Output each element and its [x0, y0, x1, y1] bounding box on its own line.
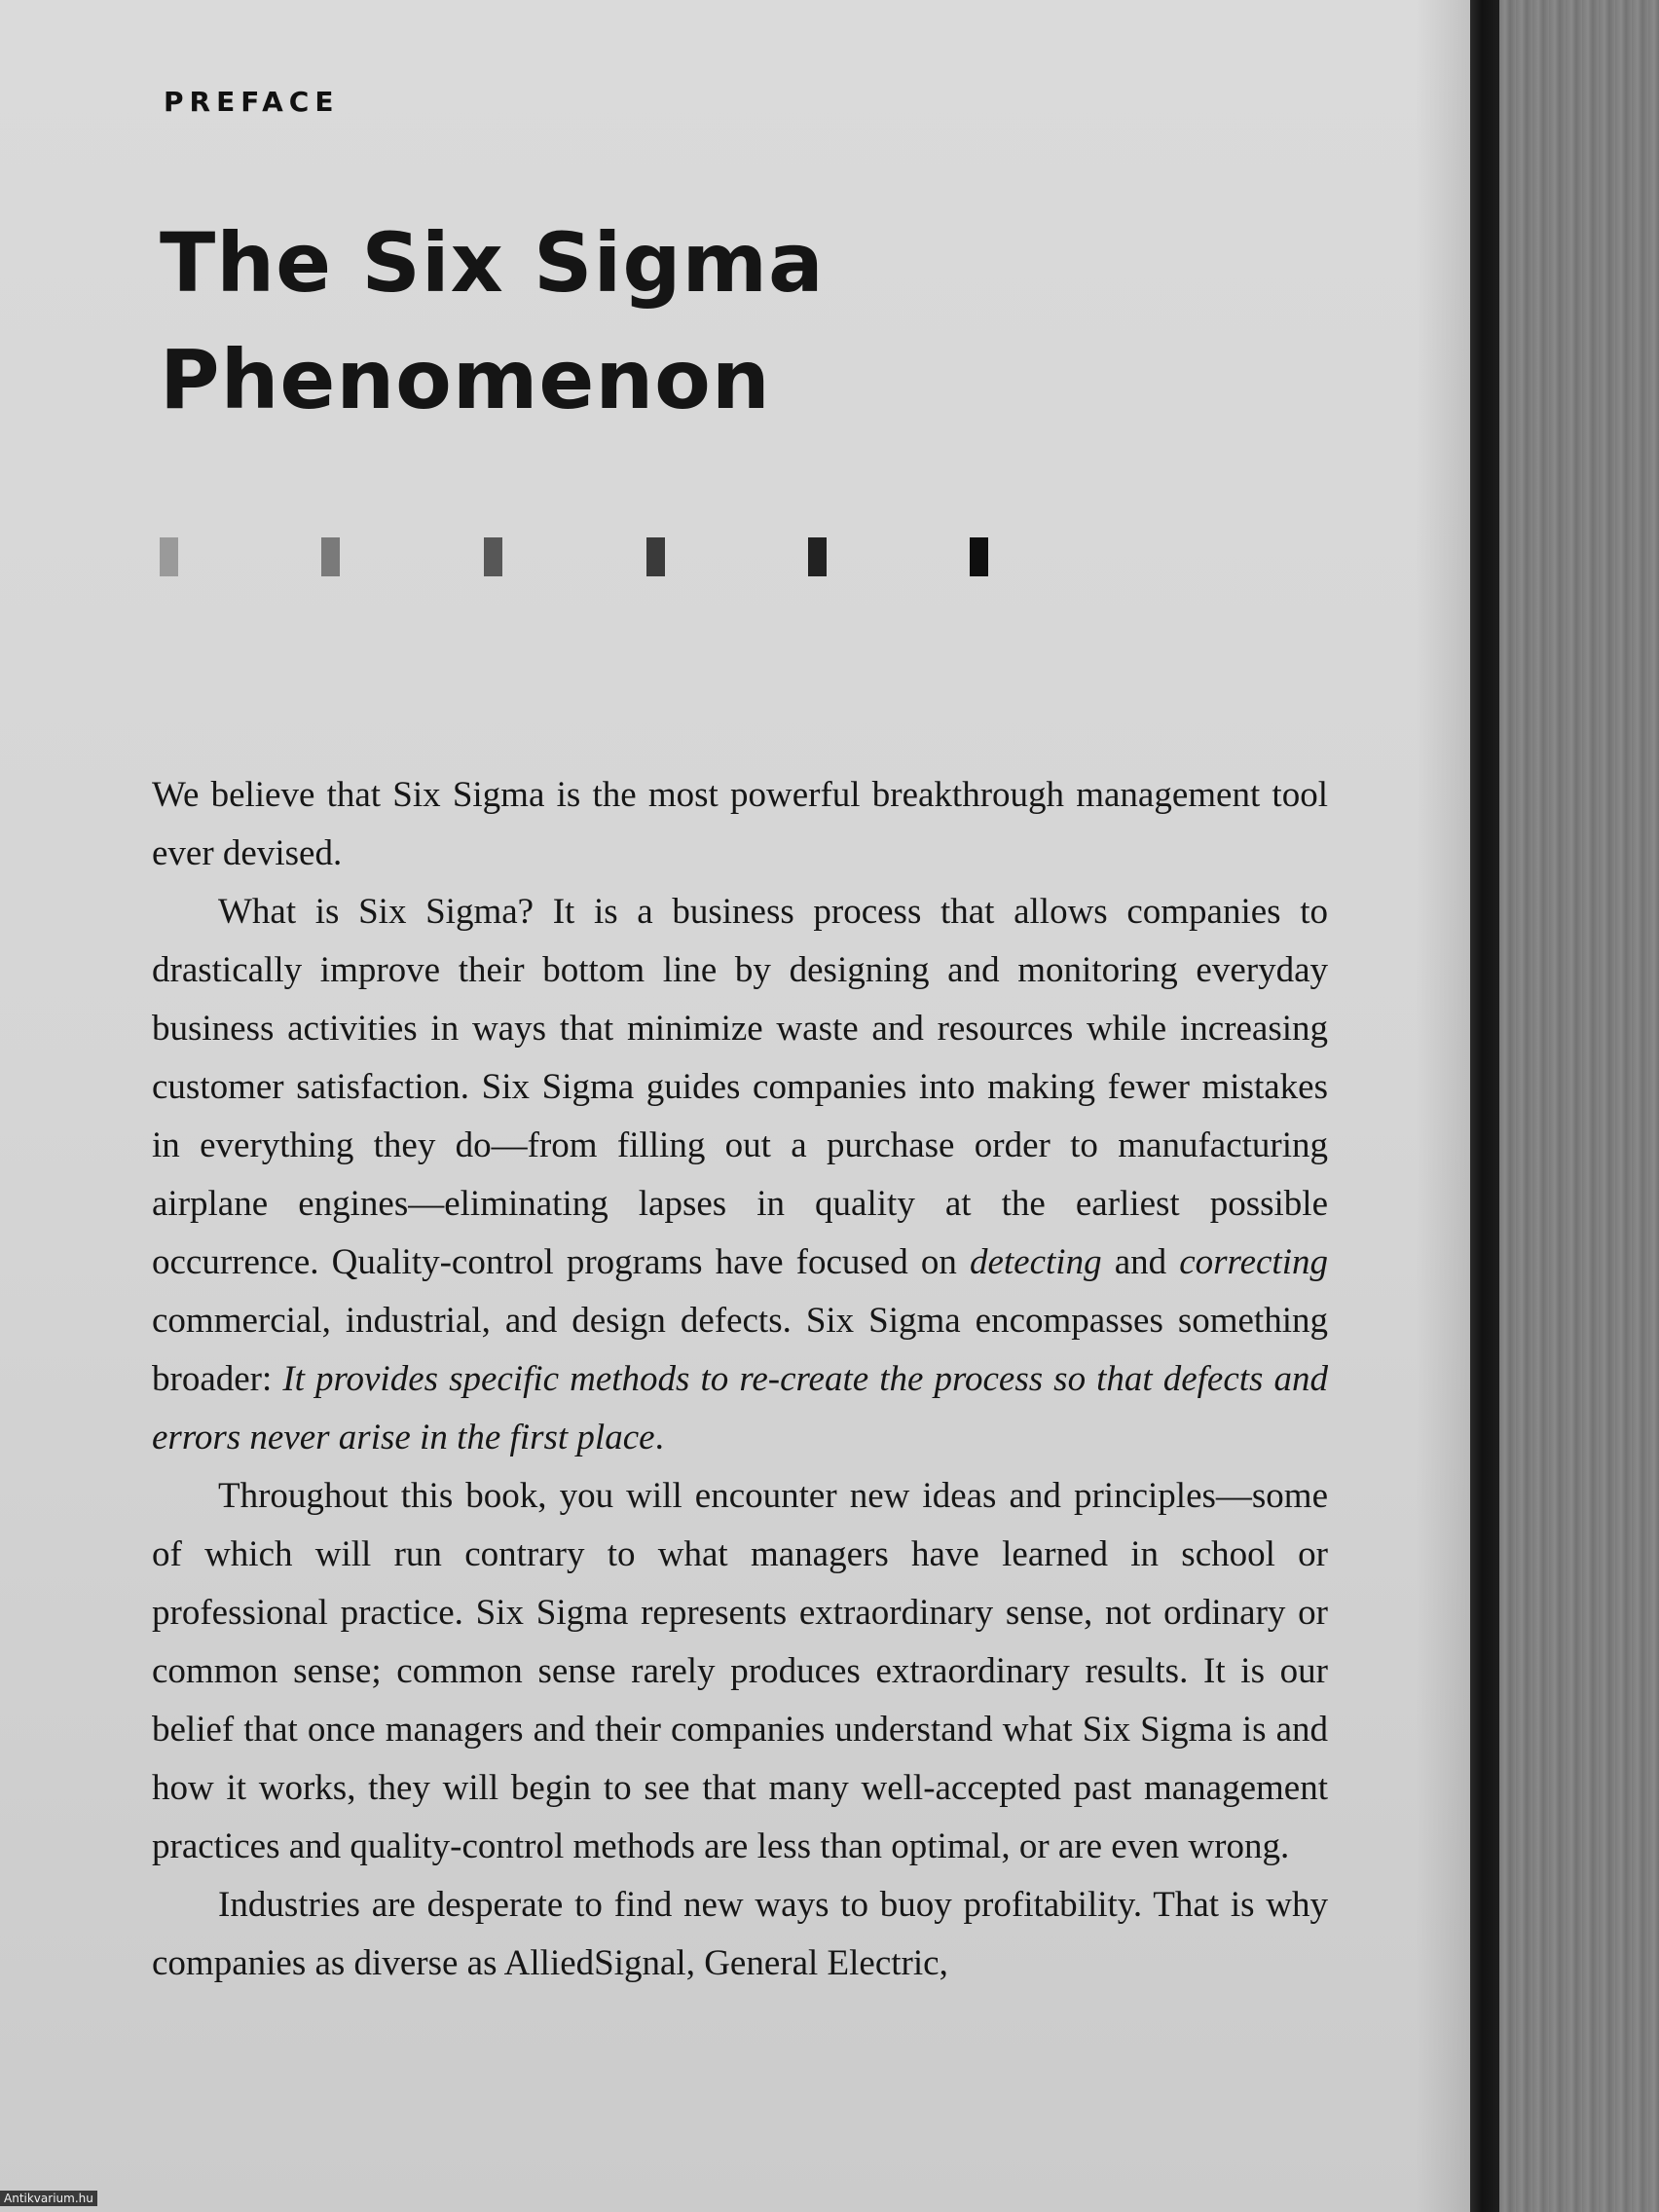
- paragraph-text: .: [654, 1418, 664, 1457]
- decorative-marker: [646, 537, 665, 576]
- watermark-logo: Antikvarium.hu: [0, 2191, 97, 2206]
- body-paragraph: [152, 1876, 1328, 1993]
- table-surface: [1499, 0, 1659, 2212]
- decorative-marker: [808, 537, 827, 576]
- chapter-title: [160, 204, 825, 438]
- body-paragraph: [152, 1467, 1328, 1876]
- paragraph-text: and: [1101, 1242, 1180, 1282]
- section-label: PREFACE: [164, 86, 340, 118]
- paragraph-text: What is Six Sigma? It is a business process that allows companies to drastically improve their bottom line by designing and monitoring everyday business activities in ways that minimize waste and resources while increasing customer satisfaction. Six Sigma guides companies into making fewer mistakes in everything they do—from filling out a purchase order to manufacturing airplane engines—eliminating lapses in quality at the earliest possible occurrence. Quality-control programs have focused on: [152, 892, 1328, 1282]
- book-binding: [1470, 0, 1499, 2212]
- italic-text: detecting: [969, 1242, 1102, 1282]
- paragraph-text: Industries are desperate to find new ways to buoy profitability. That is why companies as diverse as AlliedSignal, General Electric,: [152, 1885, 1328, 1983]
- body-paragraph: [152, 883, 1328, 1467]
- chapter-title-line-1: The Six Sigma: [160, 215, 825, 311]
- paragraph-text: We believe that Six Sigma is the most powerful breakthrough management tool ever devised.: [152, 775, 1328, 873]
- body-paragraph: [152, 766, 1328, 883]
- italic-text: It provides specific methods to re-create the process so that defects and errors never arise in the first place: [152, 1359, 1328, 1457]
- decorative-marker-row: [160, 537, 997, 584]
- decorative-marker: [484, 537, 502, 576]
- chapter-title-line-2: Phenomenon: [160, 332, 771, 427]
- page-gutter-shadow: [1416, 0, 1474, 2212]
- paragraph-text: commercial, industrial, and design defects. Six Sigma encompasses something broader:: [152, 1301, 1328, 1399]
- decorative-marker: [160, 537, 178, 576]
- italic-text: correcting: [1179, 1242, 1328, 1282]
- decorative-marker: [970, 537, 988, 576]
- body-text: [152, 766, 1328, 1993]
- decorative-marker: [321, 537, 340, 576]
- paragraph-text: Throughout this book, you will encounter new ideas and principles—some of which will run contrary to what managers have learned in school or professional practice. Six Sigma represents extraordinary sense, not ordinary or common sense; common sense rarely produces extraordinary results. It is our belief that once managers and their companies understand what Six Sigma is and how it works, they will begin to see that many well-accepted past management practices and quality-control methods are less than optimal, or are even wrong.: [152, 1476, 1328, 1866]
